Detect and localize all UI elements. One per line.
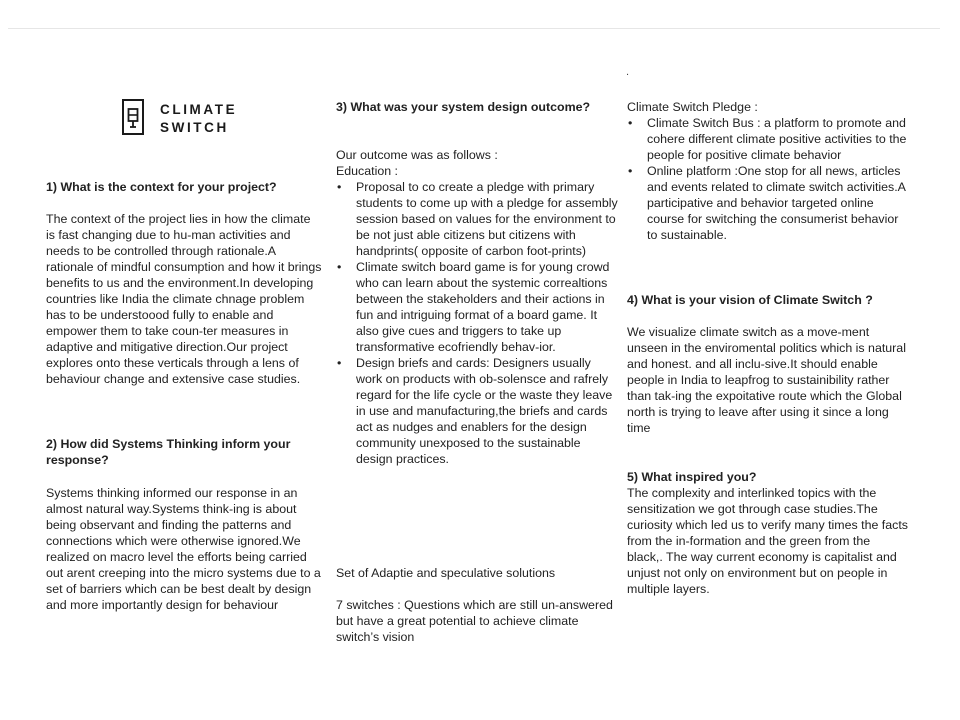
- pledge-label: Climate Switch Pledge :: [627, 100, 758, 114]
- question-2: 2) How did Systems Thinking inform your response?: [46, 437, 291, 467]
- answer-2: Systems thinking informed our response in an almost natural way.Systems think-ing is about being observant and finding the patterns and connections which were otherwise ignored.We realized on macro level the efforts being carried out arent creeping into the micro systems due to a set of barriers which can be best dealt by design and more importantly design for behaviour: [46, 486, 321, 612]
- answer-1: The context of the project lies in how the climate is fast changing due to hu-man activities and needs to be controlled through rationale.A rationale of mindful consumption and how it brings benefits to us and the environment.In developing countries like India the climate chnage problem has to be understoood fully to enable and empower them to take coun-ter measures in adaptive and mitigative direction.Our project explores onto these verticals through a lens of behaviour change and extensive case studies.: [46, 212, 322, 386]
- pledge-list: [627, 115, 909, 243]
- question-3: 3) What was your system design outcome?: [336, 100, 591, 114]
- logo-wordmark: [160, 101, 237, 137]
- question-4: 4) What is your vision of Climate Switch ?: [627, 293, 873, 307]
- education-label: Education :: [336, 164, 398, 178]
- list-item: • Online platform :One stop for all news, articles and events related to climate switch activities.A participative and behavior targeted online course for switching the consumerist behavior to sustainable.: [627, 163, 909, 243]
- list-item: • Climate switch board game is for young crowd who can learn about the systemic correaltions between the stakeholders and their actions in fun and intriguing format of a board game. It also give cues and triggers to take up transformative ecofriendly behav-ior.: [336, 259, 618, 355]
- outcome-block: [336, 147, 618, 467]
- question-1: 1) What is the context for your project?: [46, 180, 277, 194]
- climate-switch-logo: [122, 99, 272, 139]
- answer-4: We visualize climate switch as a move-ment unseen in the enviromental politics which is natural and honest. and all inclu-sive.It should enable people in India to leapfrog to sustainibility rather than tak-ing the expoitative route which the Global north is trying to leave after using it since a long time: [627, 325, 906, 435]
- switches-line: 7 switches : Questions which are still un-answered but have a great potential to achieve climate switch’s vision: [336, 598, 613, 644]
- list-item: • Climate Switch Bus : a platform to promote and cohere different climate positive activities to the people for positive climate behavior: [627, 115, 909, 163]
- stray-mark: .: [626, 66, 630, 78]
- question-5: 5) What inspired you?: [627, 470, 757, 484]
- logo-line-1: CLIMATE: [160, 102, 238, 117]
- education-list: [336, 179, 618, 467]
- top-divider: [8, 28, 940, 29]
- answer-5: The complexity and interlinked topics with the sensitization we got through case studies.The curiosity which led us to verify many times the facts from the in-formation and the green from the black,. The way current economy is capitalist and unjust not only on environment but on people in multiple layers.: [627, 486, 908, 596]
- switch-icon: [122, 99, 144, 135]
- solutions-line: Set of Adaptie and speculative solutions: [336, 566, 556, 580]
- pledge-block: [627, 99, 909, 243]
- outcome-intro: Our outcome was as follows :: [336, 148, 498, 162]
- list-item: • Proposal to co create a pledge with primary students to come up with a pledge for assembly session based on values for the environment to be not just able citizens but citizens with handprints( opposite of carbon foot-prints): [336, 179, 618, 259]
- logo-line-2: SWITCH: [160, 120, 229, 135]
- list-item: • Design briefs and cards: Designers usually work on products with ob-solensce and rafrely regard for the life cycle or the waste they leave in use and manufacturing,the briefs and cards act as nudges and enablers for the design community unexposed to the sustainable design practices.: [336, 355, 618, 467]
